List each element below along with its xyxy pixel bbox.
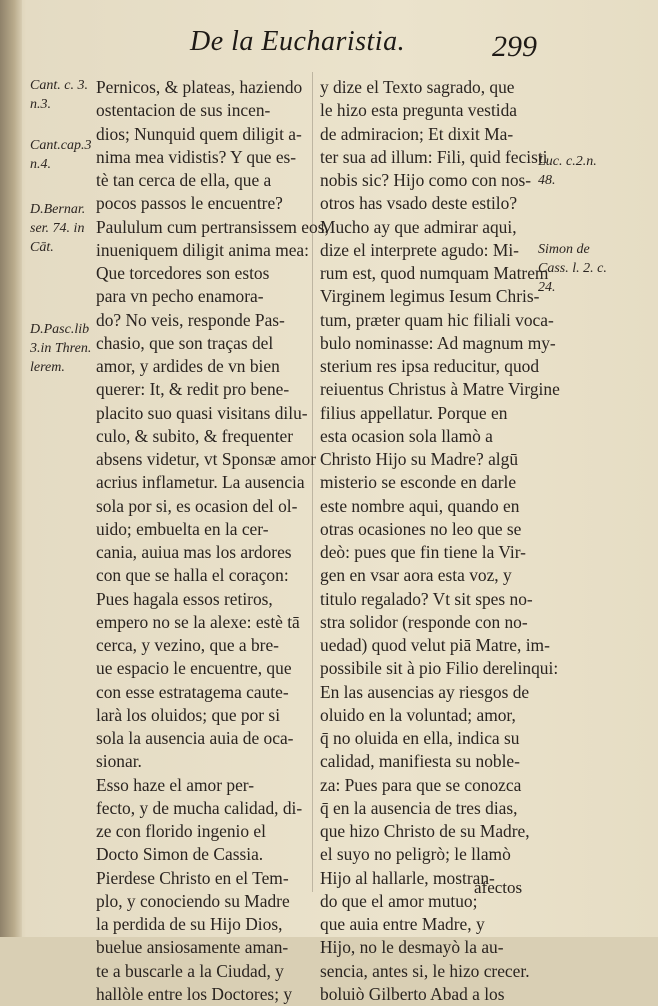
text-line: este nombre aqui, quando en <box>320 495 520 516</box>
text-line: te a buscarle a la Ciudad, y <box>96 960 284 981</box>
text-line: oluido en la voluntad; amor, <box>320 704 516 725</box>
text-line: za: Pues para que se conozca <box>320 774 522 795</box>
text-line: Esso haze el amor per- <box>96 774 255 795</box>
text-line: Paululum cum pertransissem eos, <box>96 216 329 237</box>
running-head: De la Eucharistia. <box>190 26 406 57</box>
text-line: cania, auiua mas los ardores <box>96 542 292 562</box>
text-line: esta ocasion sola llamò a <box>320 425 493 446</box>
page-gutter <box>0 0 22 937</box>
marginal-note <box>30 320 91 377</box>
marginal-note-line: ser. 74. in <box>30 221 85 236</box>
text-line: empero no se la alexe: estè tā <box>96 611 300 632</box>
text-line: buelue ansiosamente aman- <box>96 937 289 958</box>
text-line: possibile sit à pio Filio derelinqui: <box>320 658 559 679</box>
page-number: 299 <box>492 30 537 63</box>
text-line: ue espacio le encuentre, que <box>96 658 292 679</box>
marginal-note-line: 24. <box>538 280 556 295</box>
text-line: Mucho ay que admirar aqui, <box>320 216 517 237</box>
text-line: Pernicos, & plateas, haziendo <box>96 77 303 97</box>
text-line: Hijo, no le desmayò la au- <box>320 937 504 958</box>
text-line: la perdida de su Hijo Dios, <box>96 914 283 934</box>
catchword: afectos <box>474 878 523 897</box>
text-line: hallòle entre los Doctores; y <box>96 983 293 1004</box>
text-line: ostentacion de sus incen- <box>96 100 271 121</box>
text-line: inueniquem diligit anima mea: <box>96 239 309 260</box>
marginal-note-line: n.3. <box>30 97 51 112</box>
text-line: sola la ausencia auia de oca- <box>96 728 294 748</box>
text-line: q̄ en la ausencia de tres dias, <box>320 797 518 818</box>
text-line: Christo Hijo su Madre? algū <box>320 449 519 469</box>
text-line: uedad) quod velut piā Matre, im- <box>320 635 550 655</box>
marginal-note-line: Cant.cap.3 <box>30 138 92 153</box>
text-line: Virginem legimus Iesum Chris- <box>320 286 540 307</box>
text-line: dize el interprete agudo: Mi- <box>320 239 519 260</box>
text-line: larà los oluidos; que por si <box>96 704 281 725</box>
text-line: misterio se esconde en darle <box>320 472 517 493</box>
text-line: filius appellatur. Porque en <box>320 402 508 423</box>
text-line: calidad, manifiesta su noble- <box>320 751 520 772</box>
text-line: nobis sic? Hijo como con nos- <box>320 170 532 190</box>
marginal-note-line: D.Pasc.lib <box>30 322 90 337</box>
marginal-note <box>30 200 85 257</box>
text-line: titulo regalado? Vt sit spes no- <box>320 588 533 609</box>
text-line: dios; Nunquid quem diligit a- <box>96 123 302 144</box>
text-line: sencia, antes si, le hizo crecer. <box>320 960 530 981</box>
text-line: placito suo quasi visitans dilu- <box>96 402 308 423</box>
text-line: ze con florido ingenio el <box>96 821 266 841</box>
marginal-note-line: D.Bernar. <box>30 202 86 217</box>
text-line: culo, & subito, & frequenter <box>96 425 294 446</box>
text-line: absens videtur, vt Sponsæ amor <box>96 449 317 469</box>
text-line: Pues hagala essos retiros, <box>96 588 273 609</box>
text-line: reiuentus Christus à Matre Virgine <box>320 379 560 400</box>
text-line: sterium res ipsa reducitur, quod <box>320 356 540 376</box>
marginal-note-line: n.4. <box>30 157 51 172</box>
text-line: Docto Simon de Cassia. <box>96 844 264 865</box>
text-line: con esse estratagema caute- <box>96 681 289 702</box>
text-line: bulo nominasse: Ad magnum my- <box>320 332 556 353</box>
marginal-note-line: Cass. l. 2. c. <box>538 261 607 276</box>
text-line: que auia entre Madre, y <box>320 914 485 934</box>
text-line: otros has vsado deste estilo? <box>320 193 518 214</box>
text-line: stra solidor (responde con no- <box>320 611 528 632</box>
text-line: amor, y ardides de vn bien <box>96 356 280 376</box>
text-line: Que torcedores son estos <box>96 263 270 283</box>
text-line: para vn pecho enamora- <box>96 286 264 307</box>
marginal-note-line: 3.in Thren. <box>30 341 92 356</box>
text-line: le hizo esta pregunta vestida <box>320 100 518 121</box>
text-line: q̄ no oluida en ella, indica su <box>320 728 520 748</box>
text-line: querer: It, & redit pro bene- <box>96 379 290 400</box>
text-line: nima mea vidistis? Y que es- <box>96 146 297 167</box>
text-line: rum est, quod numquam Matrem <box>320 263 549 283</box>
marginal-note-line: Simon de <box>538 242 590 257</box>
text-line: Pierdese Christo en el Tem- <box>96 867 289 888</box>
column-divider <box>312 72 313 892</box>
marginal-note <box>30 136 91 174</box>
text-line: deò: pues que fin tiene la Vir- <box>320 542 526 562</box>
text-line: chasio, que son traças del <box>96 332 274 353</box>
text-line: boluiò Gilberto Abad a los <box>320 983 505 1004</box>
marginal-note-line: Luc. c.2.n. <box>538 154 597 169</box>
marginal-note-line: Cant. c. 3. <box>30 78 88 93</box>
text-line: de admiracion; Et dixit Ma- <box>320 123 514 144</box>
text-line: sola por si, es ocasion del ol- <box>96 495 298 516</box>
text-line: fecto, y de mucha calidad, di- <box>96 797 303 818</box>
text-line: plo, y conociendo su Madre <box>96 890 290 911</box>
text-line: do? No veis, responde Pas- <box>96 309 285 330</box>
marginal-note <box>30 76 88 114</box>
text-line: ter sua ad illum: Fili, quid fecisti <box>320 146 548 167</box>
text-line: con que se halla el coraçon: <box>96 565 289 586</box>
text-line: uido; embuelta en la cer- <box>96 518 269 539</box>
text-line: sionar. <box>96 751 142 772</box>
marginal-note-line: lerem. <box>30 360 65 375</box>
text-line: acrius inflametur. La ausencia <box>96 472 305 493</box>
text-line: En las ausencias ay riesgos de <box>320 681 530 702</box>
text-line: otras ocasiones no leo que se <box>320 518 522 539</box>
text-line: tum, præter quam hic filiali voca- <box>320 309 554 330</box>
text-line: do que el amor mutuo; <box>320 890 478 911</box>
text-line: que hizo Christo de su Madre, <box>320 821 530 841</box>
text-line: el suyo no peligrò; le llamò <box>320 844 511 865</box>
marginal-note-line: Cāt. <box>30 240 54 255</box>
marginal-note-line: 48. <box>538 173 556 188</box>
left-text-column <box>96 76 329 1006</box>
marginal-note <box>538 240 607 297</box>
text-line: pocos passos le encuentre? <box>96 193 283 214</box>
text-line: y dize el Texto sagrado, que <box>320 77 515 97</box>
text-line: gen en vsar aora esta voz, y <box>320 565 512 586</box>
text-line: Hijo al hallarle, mostran- <box>320 867 495 888</box>
text-line: cerca, y vezino, que a bre- <box>96 635 279 655</box>
text-line: tè tan cerca de ella, que a <box>96 170 272 190</box>
